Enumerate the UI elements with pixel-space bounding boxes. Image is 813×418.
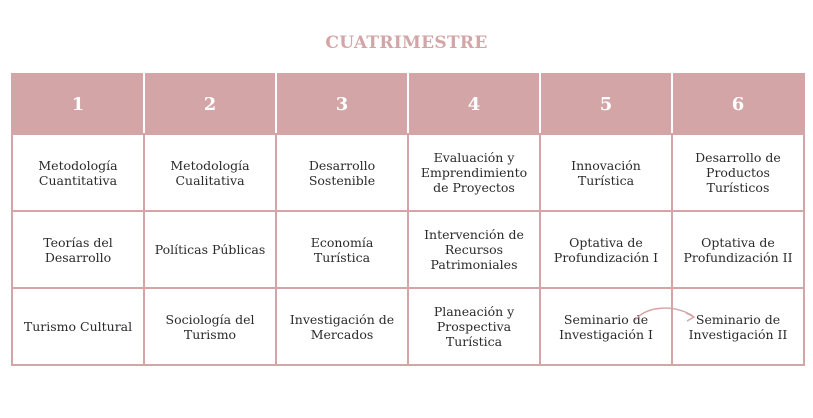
course-cell: Desarrollo Sostenible bbox=[276, 134, 408, 211]
course-cell: Políticas Públicas bbox=[144, 211, 276, 288]
course-cell: Intervención de Recursos Patrimoniales bbox=[408, 211, 540, 288]
course-cell: Economía Turística bbox=[276, 211, 408, 288]
course-cell: Metodología Cuantitativa bbox=[12, 134, 144, 211]
course-cell: Evaluación y Emprendimiento de Proyectos bbox=[408, 134, 540, 211]
course-cell: Desarrollo de Productos Turísticos bbox=[672, 134, 804, 211]
course-cell: Planeación y Prospectiva Turística bbox=[408, 288, 540, 365]
course-cell: Investigación de Mercados bbox=[276, 288, 408, 365]
column-header-2: 2 bbox=[144, 74, 276, 134]
column-header-5: 5 bbox=[540, 74, 672, 134]
table-row bbox=[12, 211, 804, 288]
column-header-6: 6 bbox=[672, 74, 804, 134]
table-row bbox=[12, 134, 804, 211]
course-cell: Turismo Cultural bbox=[12, 288, 144, 365]
course-cell: Teorías del Desarrollo bbox=[12, 211, 144, 288]
course-cell: Seminario de Investigación I bbox=[540, 288, 672, 365]
column-header-4: 4 bbox=[408, 74, 540, 134]
column-header-1: 1 bbox=[12, 74, 144, 134]
header-row bbox=[12, 74, 804, 134]
course-cell: Innovación Turística bbox=[540, 134, 672, 211]
column-header-3: 3 bbox=[276, 74, 408, 134]
course-cell: Sociología del Turismo bbox=[144, 288, 276, 365]
course-cell: Metodología Cualitativa bbox=[144, 134, 276, 211]
course-cell: Seminario de Investigación II bbox=[672, 288, 804, 365]
course-cell: Optativa de Profundización II bbox=[672, 211, 804, 288]
page-title: CUATRIMESTRE bbox=[325, 33, 488, 53]
course-cell: Optativa de Profundización I bbox=[540, 211, 672, 288]
prerequisite-arrow-icon bbox=[633, 300, 703, 330]
